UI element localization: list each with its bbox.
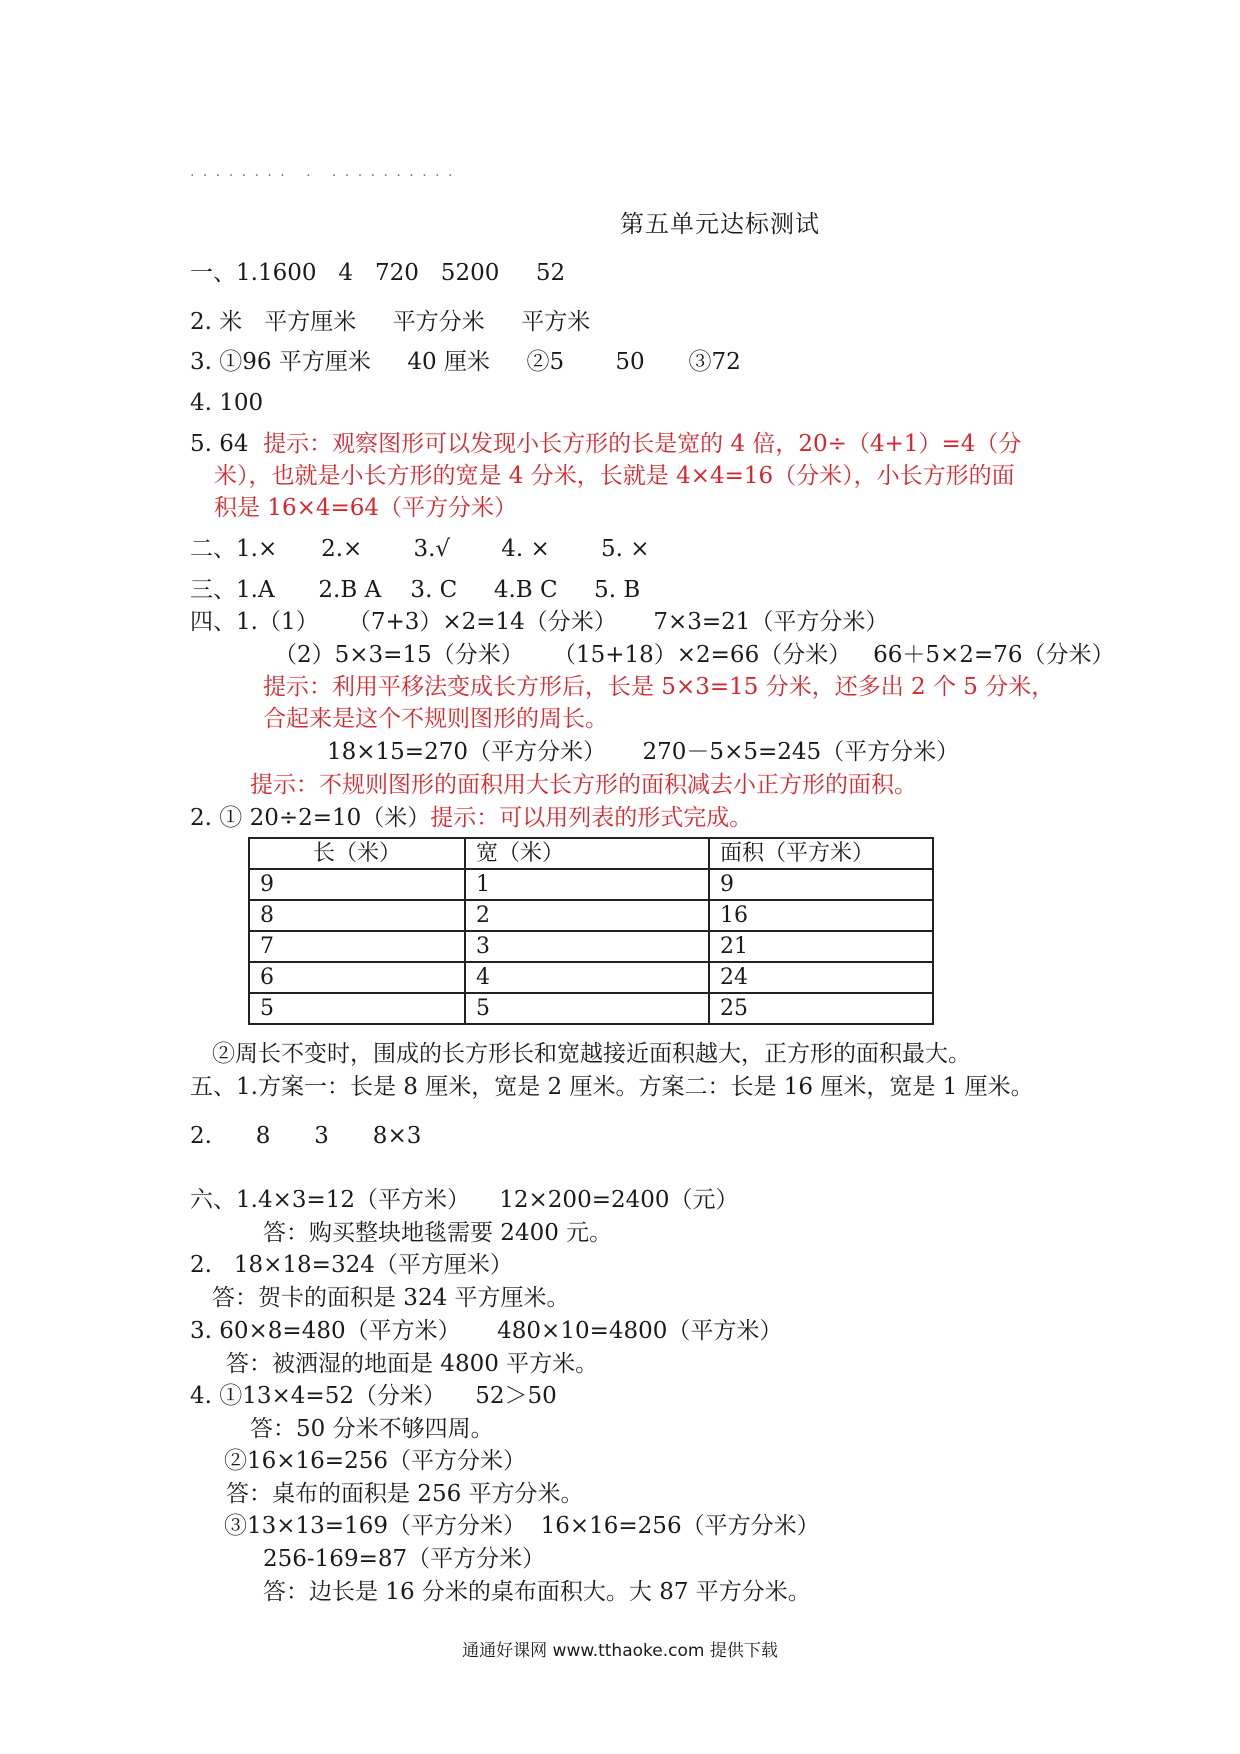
- s1-line1: 一、1.1600 4 720 5200 52: [190, 260, 566, 286]
- s1-line3: 3. ①96 平方厘米 40 厘米 ②5 50 ③72: [190, 349, 741, 375]
- table-row: [249, 900, 933, 931]
- s4-line8: ②周长不变时，围成的长方形长和宽越接近面积越大，正方形的面积最大。: [212, 1041, 971, 1067]
- s1-hint-line2: 米），也就是小长方形的宽是 4 分米，长就是 4×4=16（分米），小长方形的面: [214, 463, 1015, 489]
- s4-hint1: 提示：利用平移法变成长方形后，长是 5×3=15 分米，还多出 2 个 5 分米，: [263, 674, 1055, 700]
- s1-line2: 2. 米 平方厘米 平方分米 平方米: [190, 309, 591, 335]
- table-header-width: 宽（米）: [465, 838, 709, 869]
- s6-line7: 4. ①13×4=52（分米） 52＞50: [190, 1383, 557, 1409]
- table-cell: 4: [465, 962, 709, 993]
- s6-answer4a: 答：50 分米不够四周。: [250, 1416, 494, 1442]
- s4-line7: [190, 803, 752, 833]
- table-cell: 16: [709, 900, 933, 931]
- footer-source: 通通好课网 www.tthaoke.com 提供下载: [462, 1641, 778, 1661]
- s1-line5: [190, 429, 1021, 459]
- s6-line12: 256-169=87（平方分米）: [263, 1546, 546, 1572]
- s6-answer3: 答：被洒湿的地面是 4800 平方米。: [226, 1351, 599, 1377]
- table-cell: 8: [249, 900, 465, 931]
- s4-line7-answer: 2. ① 20÷2=10（米）: [190, 805, 431, 831]
- s1-hint: 提示：观察图形可以发现小长方形的长是宽的 4 倍，20÷（4+1）=4（分: [263, 431, 1022, 457]
- s6-line9: ②16×16=256（平方分米）: [224, 1448, 526, 1474]
- s6-answer4c: 答：边长是 16 分米的桌布面积大。大 87 平方分米。: [263, 1579, 811, 1605]
- table-row: [249, 993, 933, 1024]
- table-cell: 6: [249, 962, 465, 993]
- table-header-length: 长（米）: [249, 838, 465, 869]
- answer-table: [248, 837, 934, 1025]
- s6-answer1: 答：购买整块地毯需要 2400 元。: [263, 1220, 613, 1246]
- table-row: [249, 869, 933, 900]
- s6-line11: ③13×13=169（平方分米） 16×16=256（平方分米）: [224, 1513, 820, 1539]
- table-cell: 9: [709, 869, 933, 900]
- s5-line2: 2. 8 3 8×3: [190, 1123, 422, 1149]
- s1-hint-line3: 积是 16×4=64（平方分米）: [214, 495, 518, 521]
- table-row: [249, 931, 933, 962]
- s1-line5-answer: 5. 64: [190, 431, 264, 457]
- s4-hint1-line2: 合起来是这个不规则图形的周长。: [263, 706, 608, 732]
- table-cell: 2: [465, 900, 709, 931]
- table-cell: 21: [709, 931, 933, 962]
- s1-line4: 4. 100: [190, 390, 264, 416]
- s4-hint2: 提示：不规则图形的面积用大长方形的面积减去小正方形的面积。: [250, 772, 917, 798]
- s4-line1: 四、1.（1） （7+3）×2=14（分米） 7×3=21（平方分米）: [190, 609, 889, 635]
- table-cell: 9: [249, 869, 465, 900]
- table-cell: 5: [465, 993, 709, 1024]
- table-cell: 3: [465, 931, 709, 962]
- table-cell: 5: [249, 993, 465, 1024]
- s6-line5: 3. 60×8=480（平方米） 480×10=4800（平方米）: [190, 1318, 783, 1344]
- s4-hint3: 提示：可以用列表的形式完成。: [430, 805, 753, 831]
- table-cell: 24: [709, 962, 933, 993]
- s6-answer4b: 答：桌布的面积是 256 平方分米。: [226, 1481, 584, 1507]
- header-dots: · · · · · · · · · · · · · · · · · · ·: [190, 168, 455, 184]
- table-row: [249, 962, 933, 993]
- table-cell: 25: [709, 993, 933, 1024]
- s5-line1: 五、1.方案一：长是 8 厘米，宽是 2 厘米。方案二：长是 16 厘米，宽是 1 厘米。: [190, 1074, 1034, 1100]
- table-header-area: 面积（平方米）: [709, 838, 933, 869]
- s2-line1: 二、1.× 2.× 3.√ 4. × 5. ×: [190, 536, 650, 562]
- s6-line1: 六、1.4×3=12（平方米） 12×200=2400（元）: [190, 1187, 739, 1213]
- table-cell: 7: [249, 931, 465, 962]
- s3-line1: 三、1.A 2.B A 3. C 4.B C 5. B: [190, 577, 641, 603]
- page-title: 第五单元达标测试: [620, 210, 820, 238]
- table-cell: 1: [465, 869, 709, 900]
- s6-answer2: 答：贺卡的面积是 324 平方厘米。: [212, 1285, 570, 1311]
- s6-line3: 2. 18×18=324（平方厘米）: [190, 1252, 513, 1278]
- table-header-row: [249, 838, 933, 869]
- s4-line5: 18×15=270（平方分米） 270－5×5=245（平方分米）: [327, 739, 960, 765]
- s4-line2: （2）5×3=15（分米） （15+18）×2=66（分米） 66＋5×2=76（分米）: [274, 642, 1115, 668]
